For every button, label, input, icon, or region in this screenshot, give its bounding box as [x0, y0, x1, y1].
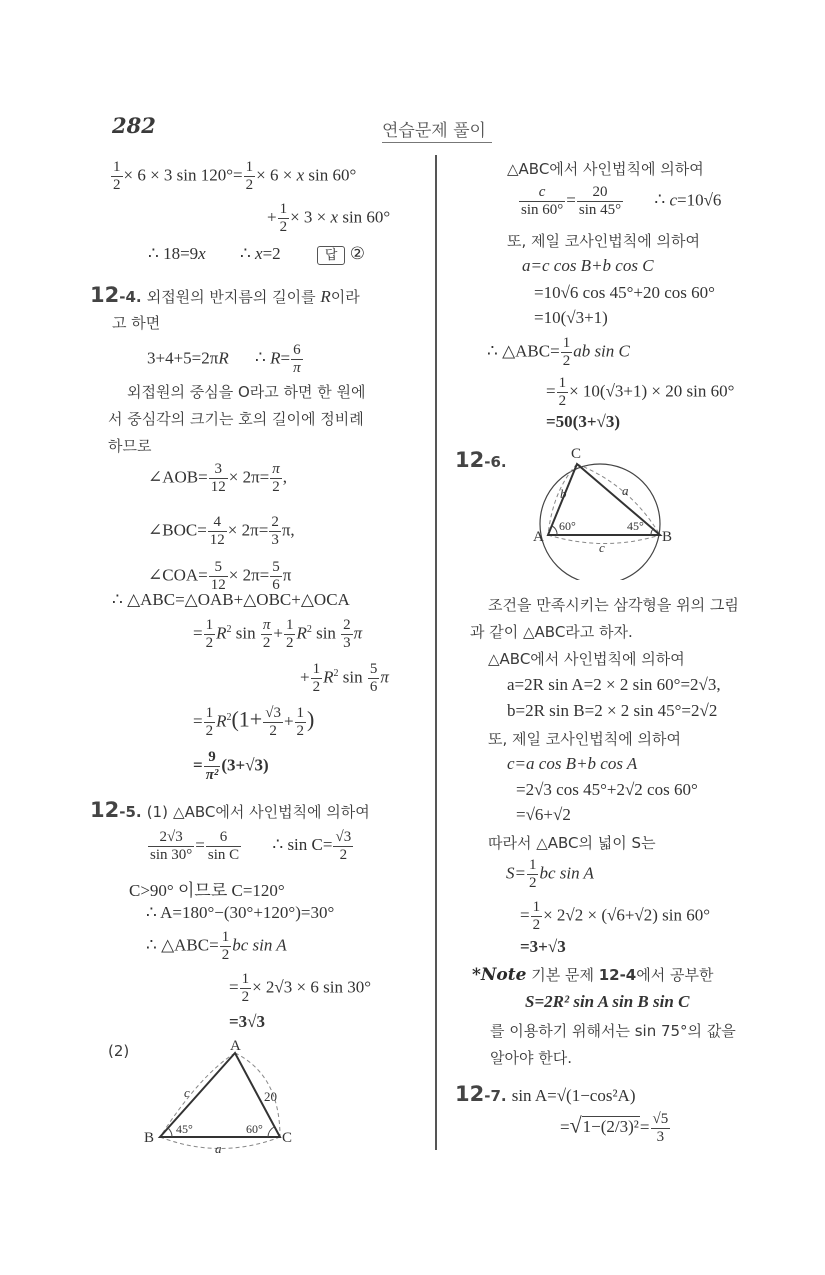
angle-line: ∠COA= $\frac{5}{12}$ × 2π= $\frac{5}{6}$ π	[148, 559, 292, 593]
equation-line: ∴ △ABC=△OAB+△OBC+△OCA	[112, 590, 350, 609]
text-line: 알아야 한다.	[490, 1049, 572, 1067]
answer-badge: 답	[317, 246, 346, 265]
result-line: =3+√3	[520, 937, 566, 956]
text-line: 또, 제일 코사인법칙에 의하여	[507, 232, 700, 250]
page-number: 282	[112, 113, 156, 138]
text-line: 고 하면	[112, 314, 161, 332]
text-line: △ABC에서 사인법칙에 의하여	[488, 650, 685, 668]
vertex-a: A	[230, 1038, 241, 1054]
equation-line: = $\frac{1}{2}$ × 2√2 × (√6+√2) sin 60°	[520, 899, 711, 933]
side-label-a: a	[622, 483, 629, 498]
circle-triangle-figure-12-6	[515, 440, 675, 580]
column-divider	[435, 155, 437, 1150]
side-label-b: 20	[264, 1089, 277, 1104]
side-label-b: b	[560, 486, 567, 501]
result-line: = $\frac{9}{\text{π²}}$ (3+√3)	[193, 749, 269, 783]
problem-12-4-heading: 12-4. 외접원의 반지름의 길이를 R이라	[90, 283, 360, 307]
equation-line: + $\frac{1}{2}$ × 3 × x sin 60°	[267, 201, 391, 235]
result-line: =50(3+√3)	[546, 412, 621, 431]
text-line: 또, 제일 코사인법칙에 의하여	[488, 730, 681, 748]
problem-12-7-heading: 12-7. sin A=√(1−cos²A)	[455, 1082, 636, 1106]
text-line: △ABC에서 사인법칙에 의하여	[507, 160, 704, 178]
equation-line: $\frac{1}{2}$ × 6 × 3 sin 120°= $\frac{1}{2}$ × 6 × x sin 60°	[113, 159, 357, 193]
angle-line: ∠AOB= $\frac{3}{12}$ × 2π= $\frac{\pi}{2}$ ,	[148, 461, 288, 495]
triangle-figure-12-5	[140, 1035, 300, 1155]
problem-12-5-heading: 12-5. (1) △ABC에서 사인법칙에 의하여	[90, 798, 370, 822]
text-line: 를 이용하기 위해서는 sin 75°의 값을	[490, 1022, 736, 1040]
vertex-b: B	[662, 529, 673, 545]
side-label-c: c	[599, 540, 605, 555]
equation-line: b=2R sin B=2 × 2 sin 45°=2√2	[507, 701, 718, 720]
equation-line: =2√3 cos 45°+2√2 cos 60°	[516, 780, 698, 799]
angle-label-b: 45°	[176, 1122, 193, 1136]
equation-line: ∴ 18=9x ∴ x=2 답 ②	[148, 244, 365, 263]
equation-line: 3+4+5=2πR ∴ R= $\frac{6}{\pi}$	[147, 342, 301, 376]
equation-line: = $\frac{1}{2}$ × 10(√3+1) × 20 sin 60°	[546, 375, 735, 409]
angle-label-b: 45°	[627, 519, 644, 533]
equation-line: =10(√3+1)	[534, 308, 608, 327]
text-line: 조건을 만족시키는 삼각형을 위의 그림	[488, 596, 739, 614]
equation-line: S= $\frac{1}{2}$ bc sin A	[506, 857, 594, 891]
side-label-a: a	[215, 1141, 222, 1155]
text-line: 과 같이 △ABC라고 하자.	[470, 623, 633, 641]
angle-label-c: 60°	[246, 1122, 263, 1136]
equation-line: = $\frac{1}{2}$ $R^2$ sin $\frac{\pi}{2}$ + $\frac{1}{2}$ $R^2$ sin $\frac{2}{3}$ π	[193, 617, 363, 651]
text-line: 하므로	[108, 437, 152, 455]
text-line: 서 중심각의 크기는 호의 길이에 정비례	[108, 410, 364, 428]
equation-line: a=c cos B+b cos C	[522, 256, 654, 275]
equation-line: =10√6 cos 45°+20 cos 60°	[534, 283, 715, 302]
equation-line: = $\frac{1}{2}$ × 2√3 × 6 sin 30°	[229, 971, 371, 1005]
angle-line: ∠BOC= $\frac{4}{12}$ × 2π= $\frac{2}{3}$ π,	[148, 514, 295, 548]
equation-line: ∴ A=180°−(30°+120°)=30°	[146, 903, 335, 922]
note-formula: S=2R² sin A sin B sin C	[525, 992, 690, 1011]
angle-label-a: 60°	[559, 519, 576, 533]
result-line: =3√3	[229, 1012, 266, 1031]
text-line: 따라서 △ABC의 넓이 S는	[488, 834, 656, 852]
equation-line: $\frac{2√3}{\sin 30^\circ}$ = $\frac{6}{\text{sin C}}$ ∴ sin C= $\frac{√3}{2}$	[150, 829, 352, 863]
answer-value: ②	[349, 244, 365, 263]
vertex-c: C	[282, 1130, 293, 1146]
equation-line: = $\frac{1}{2}$ $R^2(1+$ $\frac{√3}{2}$ + $\frac{1}{2}$ )	[193, 705, 315, 739]
equation-line: + $\frac{1}{2}$ $R^2$ sin $\frac{5}{6}$ π	[300, 661, 389, 695]
equation-line: ∴ △ABC= $\frac{1}{2}$ ab sin C	[487, 335, 630, 369]
side-label-c: c	[184, 1085, 190, 1100]
problem-12-6-heading: 12-6.	[455, 448, 507, 472]
text-line: 외접원의 중심을 O라고 하면 한 원에	[127, 383, 366, 401]
part-label: (2)	[108, 1042, 130, 1060]
equation-line: C>90° 이므로 C=120°	[129, 881, 285, 900]
equation-line: a=2R sin A=2 × 2 sin 60°=2√3,	[507, 675, 721, 694]
note-label: *Note	[472, 965, 527, 985]
equation-line: =√1−(2/3)²= $\frac{√5}{3}$	[560, 1111, 669, 1145]
vertex-a: A	[533, 529, 544, 545]
equation-line: c=a cos B+b cos A	[507, 754, 638, 773]
equation-line: ∴ △ABC= $\frac{1}{2}$ bc sin A	[146, 929, 287, 963]
running-title: 연습문제 풀이	[382, 116, 492, 143]
vertex-b: B	[144, 1130, 155, 1146]
vertex-c: C	[571, 446, 582, 462]
equation-line: $\frac{c}{\sin 60^\circ}$ = $\frac{20}{\sin 45^\circ}$ ∴ c=10√6	[521, 184, 722, 218]
equation-line: =√6+√2	[516, 805, 571, 824]
note-block: *Note 기본 문제 12-4에서 공부한	[472, 965, 714, 985]
